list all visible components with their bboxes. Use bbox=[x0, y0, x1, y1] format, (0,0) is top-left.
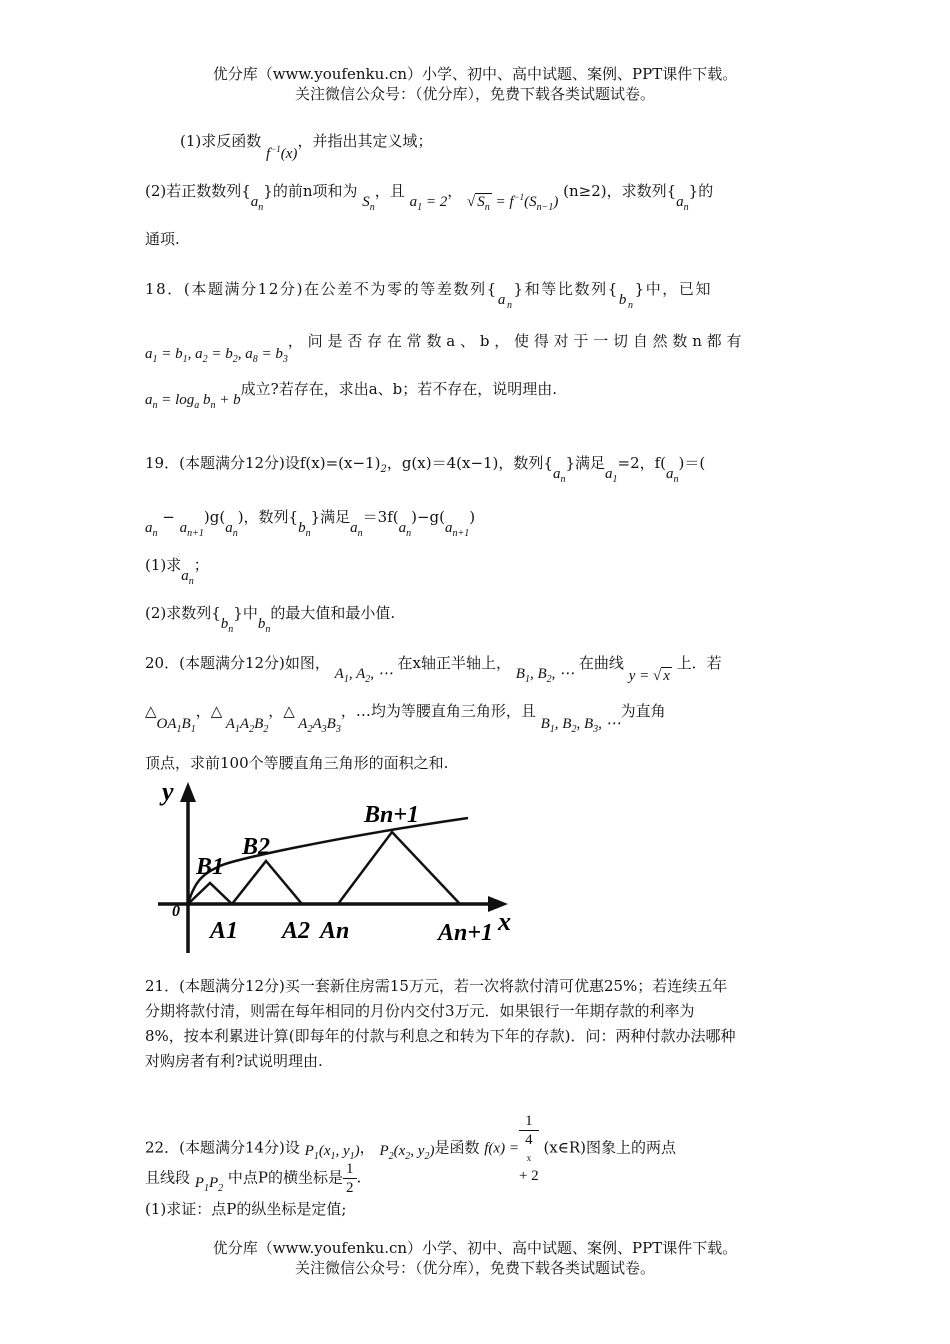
q17-part2: (2)若正数数列$\{a_n\}$的前n项和为 $S_n$，且 $a_1 = 2$， √ $S_n = f^{-1}(S_{n-1})$ (n≥2)，求数列$\{a_n\}$的 bbox=[145, 182, 714, 213]
y-arrow bbox=[180, 782, 196, 802]
q20-figure bbox=[150, 778, 530, 958]
q18-line3: $a_n = \log_a b_n + b$成立?若存在，求出a、b；若不存在，说明理由. bbox=[145, 380, 558, 411]
q17-part2-line2: 通项. bbox=[145, 230, 180, 248]
q21-line4: 对购房者有利?试说明理由. bbox=[145, 1052, 323, 1070]
header-line-2: 关注微信公众号：（优分库），免费下载各类试题试卷。 bbox=[294, 85, 655, 103]
q20-line3: 顶点，求前100个等腰直角三角形的面积之和. bbox=[145, 754, 449, 772]
label-y: y bbox=[162, 778, 174, 806]
q21-line2: 分期将款付清，则需在每年相同的月份内交付3万元．如果银行一年期存款的利率为 bbox=[145, 1002, 695, 1020]
q22-line2: 且线段 $P_1P_2$ 中点P的横坐标是 $\frac{1}{2}$ . bbox=[145, 1161, 362, 1196]
q21-line3: 8%，按本利累进计算(即每年的付款与利息之和转为下年的存款)．问：两种付款办法哪种 bbox=[145, 1027, 736, 1045]
label-x: x bbox=[498, 907, 511, 936]
q17-part1: (1)求反函数 $f^{-1}(x)$，并指出其定义域； bbox=[180, 132, 433, 162]
q19-line1: 19．(本题满分12分)设$f(x)=(x-1)_2$，g(x)＝4(x−1)，数列$\{a_n\}$满足$a_1=2$，$f(a_n)=$( bbox=[145, 454, 706, 485]
label-An1: An+1 bbox=[438, 920, 494, 946]
q20-line2: $\triangle OA_1B_1$，△ $A_1A_2B_2$，△ $A_2A_3B_3$，…均为等腰直角三角形，且 $B_1$, $B_2$, $B_3$, ⋯为直角 bbox=[145, 702, 666, 735]
q22-sub1: (1)求证：点P的纵坐标是定值; bbox=[145, 1200, 347, 1218]
q19-sub2: (2)求数列$\{b_n\}$中$b_n$的最大值和最小值. bbox=[145, 604, 396, 635]
label-An: An bbox=[320, 918, 350, 944]
footer-line-1: 优分库（www.youfenku.cn）小学、初中、高中试题、案例、PPT课件下载。 bbox=[212, 1239, 738, 1257]
q18-line1: 18．(本题满分12分)在公差不为零的等差数列$\{a_n\}$和等比数列$\{b_n\}$中，已知 bbox=[145, 280, 713, 311]
label-Bn1: Bn+1 bbox=[364, 802, 420, 828]
footer-line-2: 关注微信公众号：（优分库），免费下载各类试题试卷。 bbox=[294, 1259, 655, 1277]
q19-sub1: (1)求$a_n$； bbox=[145, 556, 209, 587]
label-A1: A1 bbox=[210, 918, 239, 944]
q18-line2: $a_1 = b_1$, $a_2 = b_2$, $a_8 = b_3$，问是否存在常数a、b，使得对于一切自然数n都有 bbox=[145, 332, 747, 365]
label-origin: 0 bbox=[172, 903, 180, 920]
curve bbox=[188, 818, 468, 904]
label-A2: A2 bbox=[282, 918, 311, 944]
q19-line2: $a_n - a_{n+1})g(a_n)$，数列$\{b_n\}$满足$a_n=3f(a_n)-g(a_{n+1})$ bbox=[145, 508, 476, 539]
label-B2: B2 bbox=[242, 834, 271, 860]
q22-line1: 22．(本题满分14分)设 $P_1(x_1$, $y_1$)， $P_2(x_2$, $y_2$)是函数 f(x) = 1 4 x + 2 (x∈R)图象上的两点 bbox=[145, 1113, 677, 1184]
header-line-1: 优分库（www.youfenku.cn）小学、初中、高中试题、案例、PPT课件下载。 bbox=[212, 65, 738, 83]
label-B1: B1 bbox=[196, 854, 225, 880]
q21-line1: 21．(本题满分12分)买一套新住房需15万元，若一次将款付清可优惠25%；若连续五年 bbox=[145, 977, 728, 995]
q20-line1: 20．(本题满分12分)如图， $A_1$, $A_2$, ⋯ 在x轴正半轴上， $B_1$, $B_2$, ⋯ 在曲线 y = √ x 上．若 bbox=[145, 654, 722, 685]
